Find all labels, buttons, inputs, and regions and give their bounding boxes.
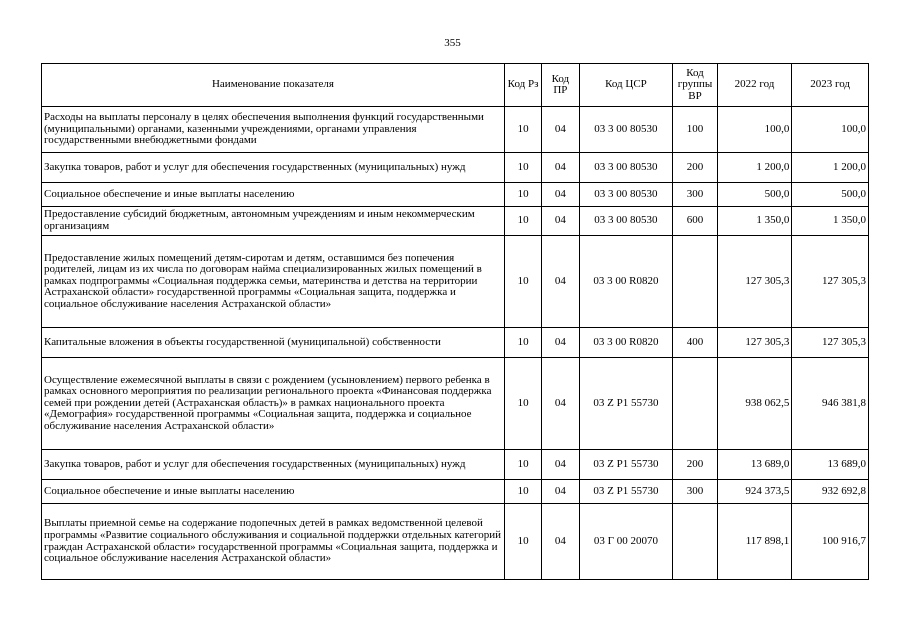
cell-name: Закупка товаров, работ и услуг для обеспечения государственных (муниципальных) нужд xyxy=(42,153,505,183)
cell-rz: 10 xyxy=(504,183,541,207)
cell-pr: 04 xyxy=(542,107,579,153)
cell-csr: 03 Z P1 55730 xyxy=(579,480,673,504)
cell-csr: 03 3 00 80530 xyxy=(579,107,673,153)
cell-pr: 04 xyxy=(542,358,579,450)
cell-2022: 100,0 xyxy=(717,107,792,153)
cell-rz: 10 xyxy=(504,328,541,358)
cell-2022: 13 689,0 xyxy=(717,450,792,480)
cell-vr xyxy=(673,358,717,450)
cell-vr: 300 xyxy=(673,480,717,504)
cell-pr: 04 xyxy=(542,504,579,580)
cell-2022: 500,0 xyxy=(717,183,792,207)
cell-rz: 10 xyxy=(504,207,541,236)
cell-pr: 04 xyxy=(542,450,579,480)
cell-vr xyxy=(673,236,717,328)
cell-rz: 10 xyxy=(504,480,541,504)
cell-csr: 03 3 00 80530 xyxy=(579,183,673,207)
cell-2023: 100,0 xyxy=(792,107,869,153)
cell-rz: 10 xyxy=(504,153,541,183)
table-row xyxy=(42,358,869,450)
cell-2022: 1 350,0 xyxy=(717,207,792,236)
cell-2023: 1 200,0 xyxy=(792,153,869,183)
cell-2023: 127 305,3 xyxy=(792,328,869,358)
cell-csr: 03 3 00 80530 xyxy=(579,153,673,183)
table-row xyxy=(42,328,869,358)
header-vr: Код группы ВР xyxy=(673,64,717,107)
cell-2022: 127 305,3 xyxy=(717,236,792,328)
cell-csr: 03 3 00 80530 xyxy=(579,207,673,236)
table-row xyxy=(42,107,869,153)
cell-rz: 10 xyxy=(504,504,541,580)
cell-csr: 03 Г 00 20070 xyxy=(579,504,673,580)
table-row xyxy=(42,207,869,236)
cell-rz: 10 xyxy=(504,107,541,153)
cell-2023: 500,0 xyxy=(792,183,869,207)
header-name: Наименование показателя xyxy=(42,64,505,107)
cell-name: Капитальные вложения в объекты государственной (муниципальной) собственности xyxy=(42,328,505,358)
cell-csr: 03 3 00 R0820 xyxy=(579,236,673,328)
cell-pr: 04 xyxy=(542,236,579,328)
header-rz: Код Рз xyxy=(504,64,541,107)
cell-pr: 04 xyxy=(542,480,579,504)
table-row xyxy=(42,450,869,480)
cell-vr: 400 xyxy=(673,328,717,358)
cell-2023: 946 381,8 xyxy=(792,358,869,450)
cell-name: Социальное обеспечение и иные выплаты населению xyxy=(42,183,505,207)
cell-name: Расходы на выплаты персоналу в целях обеспечения выполнения функций государственными (муниципальными) органами, казенными учреждениями, органами управления государственными внебюджетными фондами xyxy=(42,107,505,153)
cell-2023: 1 350,0 xyxy=(792,207,869,236)
cell-2022: 924 373,5 xyxy=(717,480,792,504)
cell-2022: 938 062,5 xyxy=(717,358,792,450)
cell-2023: 127 305,3 xyxy=(792,236,869,328)
cell-vr: 300 xyxy=(673,183,717,207)
cell-csr: 03 Z P1 55730 xyxy=(579,358,673,450)
cell-rz: 10 xyxy=(504,450,541,480)
header-row xyxy=(42,64,869,107)
cell-rz: 10 xyxy=(504,358,541,450)
cell-rz: 10 xyxy=(504,236,541,328)
cell-name: Выплаты приемной семье на содержание подопечных детей в рамках ведомственной целевой программы «Развитие социального обслуживания и социальной поддержки отдельных категорий граждан Астраханской области» государственной программы «Социальная защита, поддержка и социальное обслуживание населения Астраханской области» xyxy=(42,504,505,580)
cell-vr: 600 xyxy=(673,207,717,236)
table-row xyxy=(42,504,869,580)
cell-vr xyxy=(673,504,717,580)
cell-pr: 04 xyxy=(542,207,579,236)
cell-pr: 04 xyxy=(542,183,579,207)
cell-vr: 100 xyxy=(673,107,717,153)
cell-2023: 932 692,8 xyxy=(792,480,869,504)
table-row xyxy=(42,153,869,183)
cell-name: Предоставление субсидий бюджетным, автономным учреждениям и иным некоммерческим организациям xyxy=(42,207,505,236)
budget-table xyxy=(41,63,869,580)
header-pr: Код ПР xyxy=(542,64,579,107)
cell-2022: 127 305,3 xyxy=(717,328,792,358)
table-row xyxy=(42,236,869,328)
cell-name: Закупка товаров, работ и услуг для обеспечения государственных (муниципальных) нужд xyxy=(42,450,505,480)
cell-2023: 13 689,0 xyxy=(792,450,869,480)
cell-vr: 200 xyxy=(673,153,717,183)
cell-name: Социальное обеспечение и иные выплаты населению xyxy=(42,480,505,504)
cell-name: Осуществление ежемесячной выплаты в связи с рождением (усыновлением) первого ребенка в рамках основного мероприятия по реализации регионального проекта «Финансовая поддержка семей при рождении детей (Астраханская область)» в рамках национального проекта «Демография» государственной программы «Социальная защита, поддержка и социальное обслуживание населения Астраханской области» xyxy=(42,358,505,450)
header-2023: 2023 год xyxy=(792,64,869,107)
cell-2022: 1 200,0 xyxy=(717,153,792,183)
cell-csr: 03 3 00 R0820 xyxy=(579,328,673,358)
cell-pr: 04 xyxy=(542,328,579,358)
table-row xyxy=(42,183,869,207)
cell-pr: 04 xyxy=(542,153,579,183)
cell-2023: 100 916,7 xyxy=(792,504,869,580)
table-row xyxy=(42,480,869,504)
page-number: 355 xyxy=(444,37,461,49)
cell-csr: 03 Z P1 55730 xyxy=(579,450,673,480)
header-csr: Код ЦСР xyxy=(579,64,673,107)
cell-vr: 200 xyxy=(673,450,717,480)
cell-2022: 117 898,1 xyxy=(717,504,792,580)
header-2022: 2022 год xyxy=(717,64,792,107)
cell-name: Предоставление жилых помещений детям-сиротам и детям, оставшимся без попечения родителей, лицам из их числа по договорам найма специализированных жилых помещений в рамках подпрограммы «Социальная поддержка семьи, материнства и детства на территории Астраханской области» государственной программы «Социальная защита, поддержка и социальное обслуживание населения Астраханской области» xyxy=(42,236,505,328)
